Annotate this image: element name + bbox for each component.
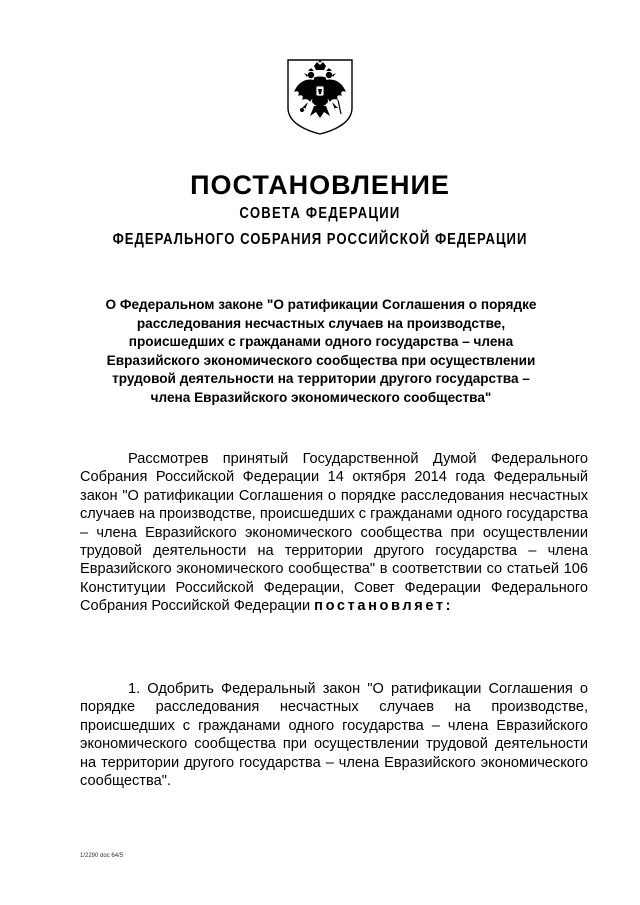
- body-paragraph-1-text: Рассмотрев принятый Государственной Думой Федерального Собрания Российской Федерации 14 октября 2014 года Федеральный закон "О ратификации Соглашения о порядке расследования несчастных случаев на производстве, происшедших с гражданами одного государства – члена Евразийского экономического сообщества при осуществлении трудовой деятельности на территории другого государства – члена Евразийского экономического сообщества" в соответствии со статьей 106 Конституции Российской Федерации, Совет Федерации Федерального Собрания Российской Федерации: [80, 451, 588, 615]
- document-subtitle-assembly: ФЕДЕРАЛЬНОГО СОБРАНИЯ РОССИЙСКОЙ ФЕДЕРАЦИИ: [112, 231, 528, 248]
- document-title: ПОСТАНОВЛЕНИЕ: [190, 170, 450, 200]
- body-paragraph-1: [80, 450, 588, 616]
- document-subtitle-council: СОВЕТА ФЕДЕРАЦИИ: [239, 205, 401, 222]
- decree-word: постановляет:: [314, 598, 454, 615]
- footer-document-code: 1/2290 doc 64/5: [80, 853, 124, 859]
- russian-coat-of-arms-icon: [284, 56, 356, 136]
- document-subject: О Федеральном законе "О ратификации Соглашения о порядке расследования несчастных случаев на производстве, происшедших с гражданами одного государства – члена Евразийского экономического сообщества при осуществлении трудовой деятельности на территории другого государства – члена Евразийского экономического сообщества": [105, 297, 537, 405]
- body-paragraph-2: 1. Одобрить Федеральный закон "О ратификации Соглашения о порядке расследования несчастных случаев на производстве, происшедших с гражданами одного государства – члена Евразийского экономического сообщества при осуществлении трудовой деятельности на территории другого государства – члена Евразийского экономического сообщества".: [80, 681, 588, 790]
